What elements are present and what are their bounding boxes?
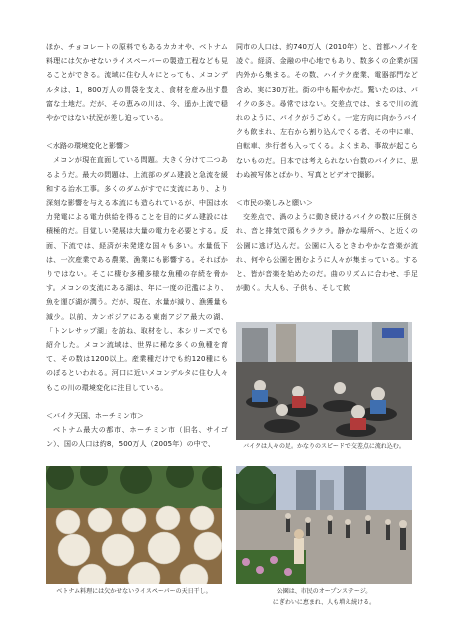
- section-heading-environment: ＜水路の環境変化と影響＞: [46, 142, 130, 151]
- motorbikes-photo: [236, 322, 412, 440]
- citizens-paragraph: 交差点で、渦のように動き続けるバイクの数に圧倒され、音と排気で頭もクラクラ。静かな場所へ、と近くの公園に逃げ込んだ。公園に入るときわやかな音楽が流れ、何やら公園を囲むように人々が集まっている。すると、皆が音楽を始めたのだ。曲のリズムに合わせ、手足が動く。大人も、子供も、そして飲: [236, 213, 418, 293]
- park-photo: [236, 466, 412, 584]
- section-heading-citizens: ＜市民の楽しみと願い＞: [236, 199, 313, 208]
- rice-paper-caption: ベトナム料理には欠かせないライスペーパーの天日干し。: [56, 588, 212, 595]
- city-paragraph: 同市の人口は、約740万人（2010年）と、首都ハノイを凌ぐ。経済、金融の中心地でもあり、数多くの企業が国内外から集まる。その数、ハイテク産業、電器部門など含め、実に30万社。街の中も賑やかだ。驚いたのは、バイクの多さ。尋常ではない。交差点では、まるで川の流れのように、バイクがうごめく。一定方向に向かうバイクも飲まれ、左右から割り込んでくる者、その中に車、自転車、歩行者も入ってくる。よくまあ、事故が起こらないものだ。日本では考えられない台数のバイクに、思わぬ被写体とばかり、写真とビデオで撮影。: [236, 43, 418, 179]
- rice-paper-photo: [46, 466, 222, 584]
- intro-paragraph: ほか、チョコレートの原料でもあるカカオや、ベトナム料理には欠かせないライスペーパーの製造工程なども見ることができる。流域に住む人々にとっても、メコンデルタは、1，800万人の胃袋を支え、食材を産み出す豊富な土地だ。だが、その恵みの川は、今、遥か上流で穏やかではない状況が差し迫っている。: [46, 43, 228, 123]
- park-caption-line2: にぎわいに恵まれ、人も増え続ける。: [272, 599, 376, 606]
- right-column: [236, 40, 418, 295]
- park-caption-line1: 公園は、市民のオープンステージ。: [276, 588, 372, 595]
- section-heading-motorbike-heaven: ＜バイク天国、ホーチミン市＞: [46, 411, 144, 420]
- left-column: [46, 40, 228, 451]
- environment-paragraph: メコンが現在直面している問題。大きく分けて二つあるようだ。最大の問題は、上流部のダム建設と急流を緩和する治水工事。多くのダムがすでに支流にあり、より深刻な影響を与える本流にも造られているが、中国は水力発電による電力供給を得ることを目的にダム建設には積極的だ。目覚しい発展は大量の電力を必要とする。反面、下流では、経済が未発達な国々も多い。水量低下は、一次産業である農業、漁業にも影響する。そればかりではない。そこに棲む多種多様な魚種の存続を脅かす。メコンの支流にある湖は、年に一度の氾濫により、魚を運び湖が潤う。だが、現在、水量が減り、漁獲量も減少。以前、カンボジアにある東南アジア最大の湖、「トンレサップ湖」を訪ね、取材をし、本シリーズでも紹介した。メコン流域は、世界に稀な多くの魚種を育て、その数は1200以上。産業種だけでも約120種にものぼるといわれる。河口に近いメコンデルタに住む人々もこの川の環境変化に注目している。: [46, 156, 228, 392]
- hcmc-paragraph: ベトナム最大の都市、ホーチミン市（旧名、サイゴン）、国の人口は約8，500万人（2005年）の中で、: [46, 426, 228, 449]
- motorbikes-caption: バイクは人々の足。かなりのスピードで交差点に流れ込む。: [243, 443, 405, 450]
